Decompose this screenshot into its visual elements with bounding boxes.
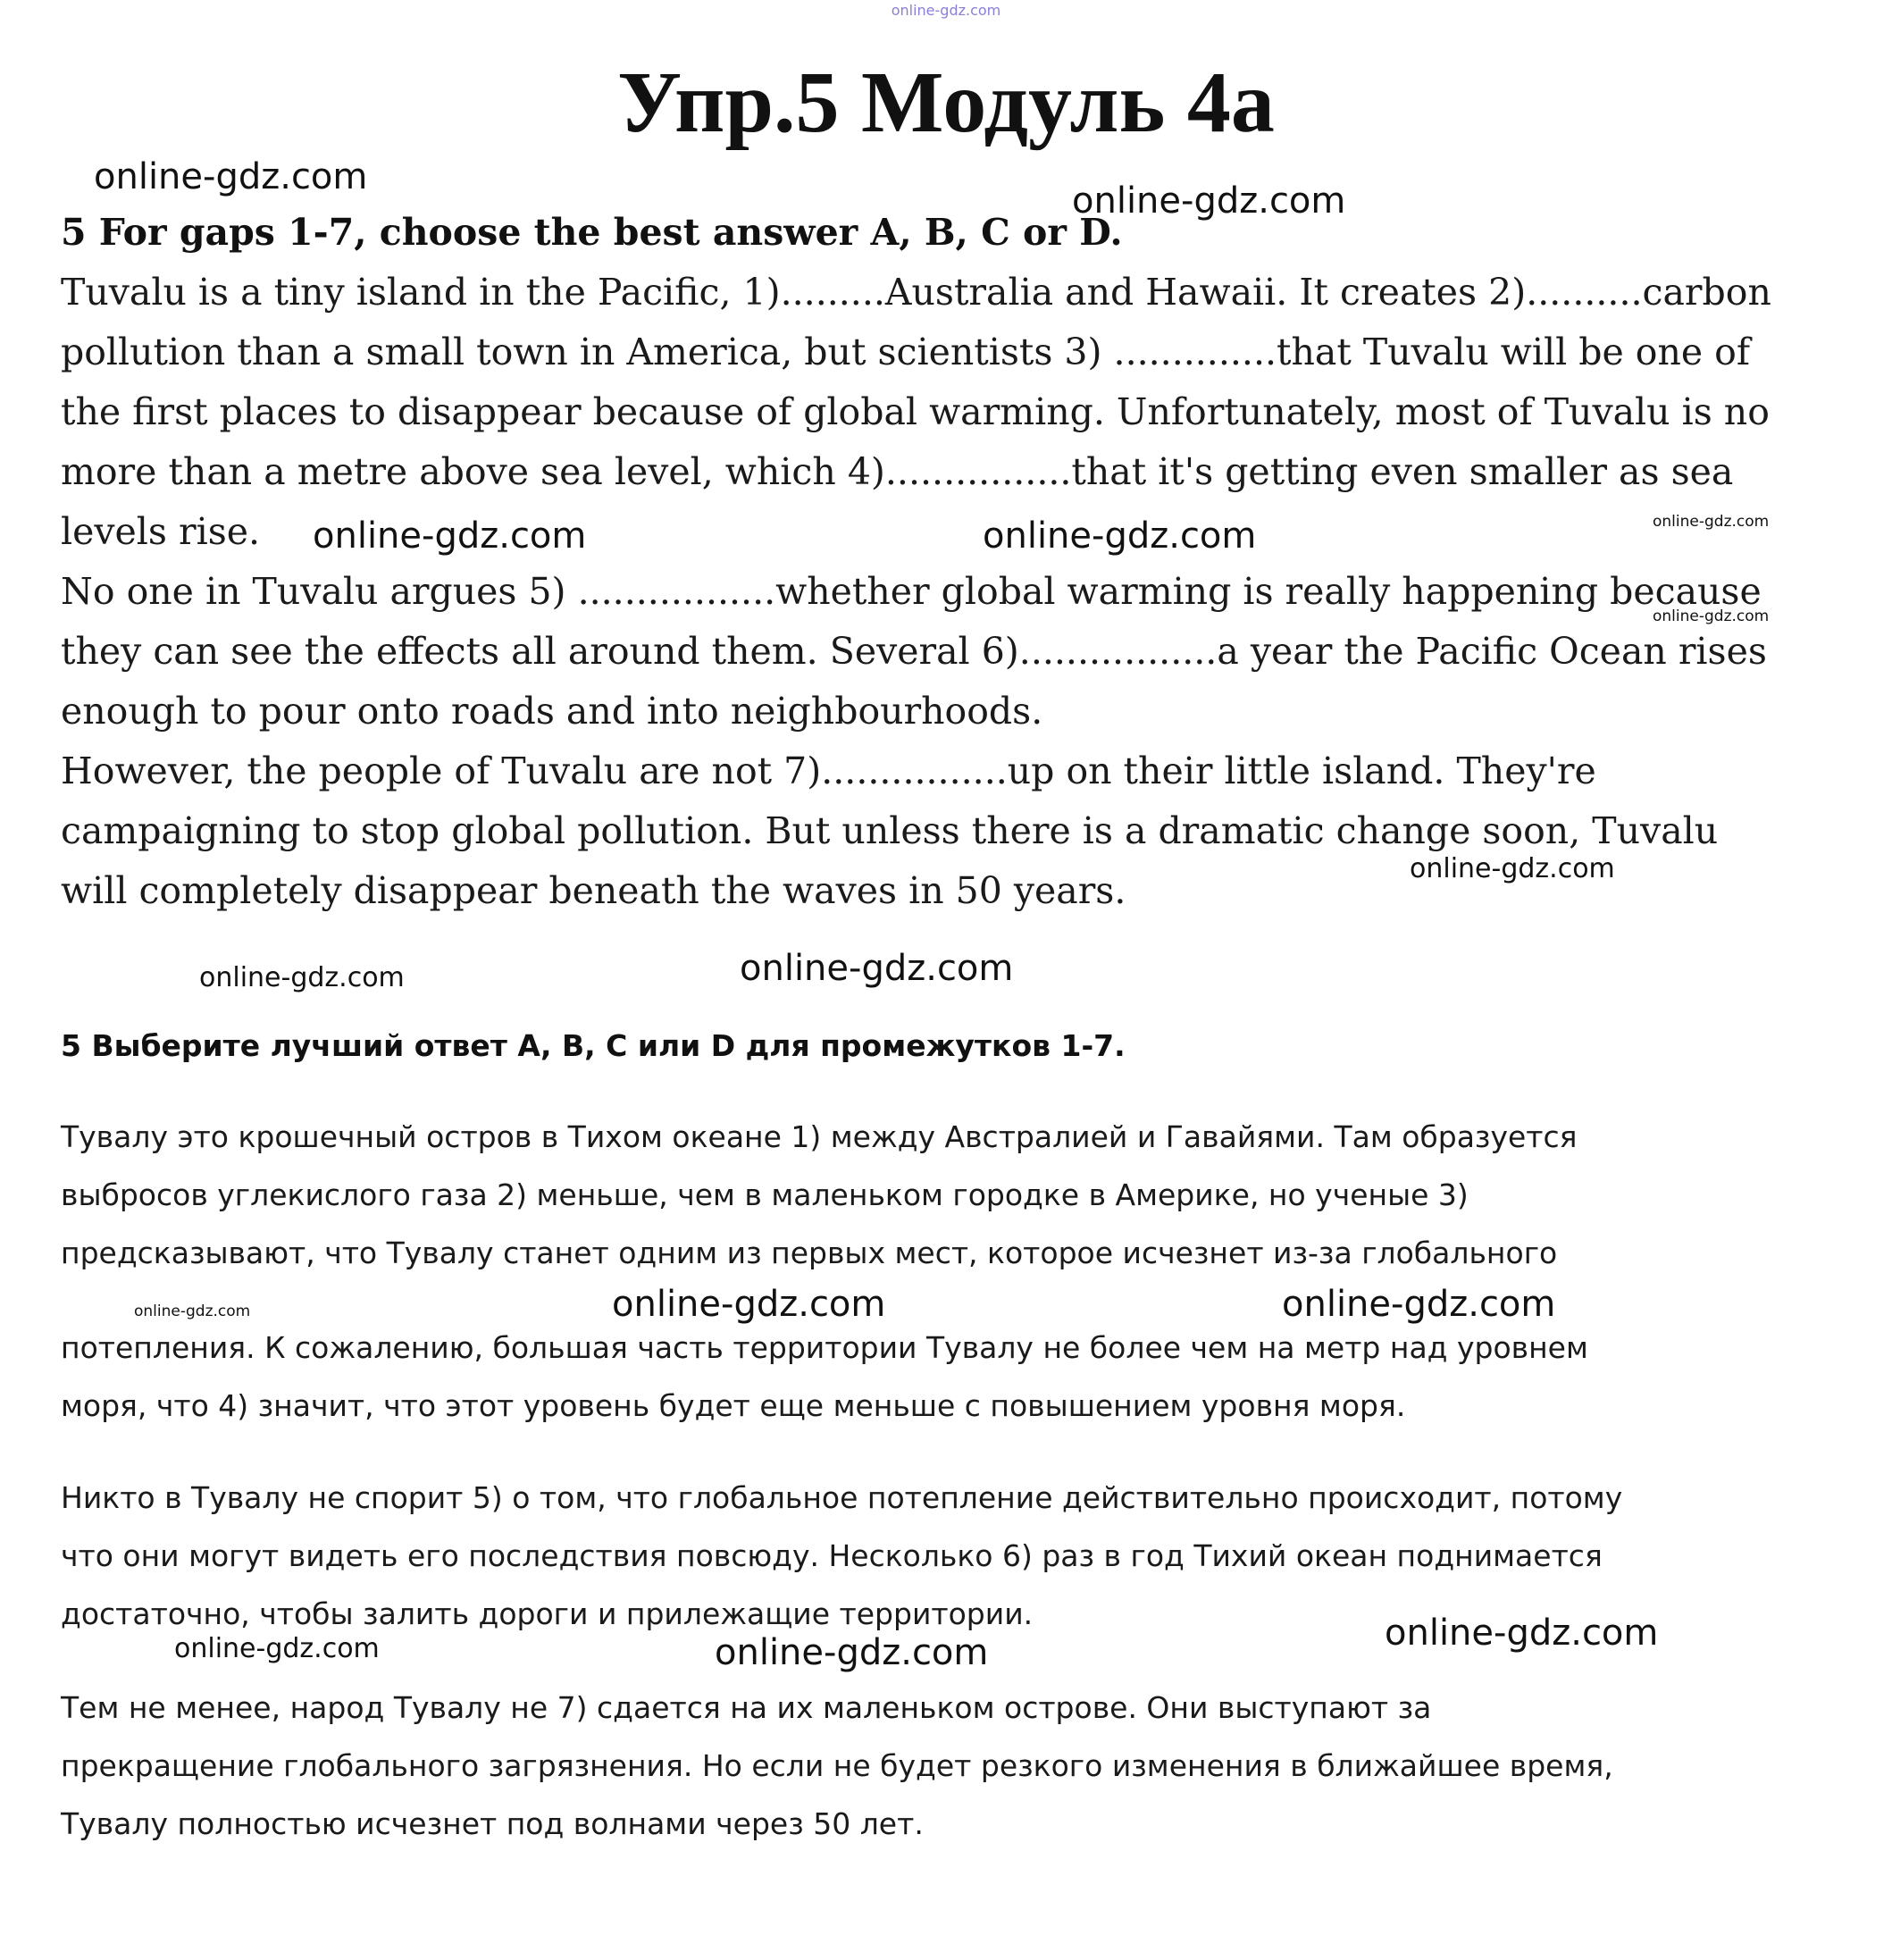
russian-text-line: предсказывают, что Тувалу станет одним из первых мест, которое исчезнет из-за глобального bbox=[61, 1235, 1558, 1270]
english-text-line: they can see the effects all around them. Several 6).................a year the Pacific Ocean rises bbox=[61, 630, 1767, 673]
russian-text-line: моря, что 4) значит, что этот уровень будет еще меньше с повышением уровня моря. bbox=[61, 1388, 1406, 1423]
watermark: online-gdz.com bbox=[715, 1632, 989, 1673]
english-text-line: pollution than a small town in America, but scientists 3) ..............that Tuvalu will be one of bbox=[61, 331, 1751, 373]
english-text-line: levels rise. bbox=[61, 510, 261, 553]
watermark: online-gdz.com bbox=[1385, 1612, 1659, 1654]
english-task-heading: 5 For gaps 1-7, choose the best answer A, B, C or D. bbox=[61, 211, 1123, 254]
watermark: online-gdz.com bbox=[174, 1633, 380, 1664]
watermark: online-gdz.com bbox=[1653, 607, 1770, 625]
russian-task-heading: 5 Выберите лучший ответ А, В, С или D для промежутков 1-7. bbox=[61, 1028, 1126, 1063]
english-text-line: Tuvalu is a tiny island in the Pacific, 1).........Australia and Hawaii. It creates 2)..........carbon bbox=[61, 271, 1771, 314]
russian-text-line: Никто в Тувалу не спорит 5) о том, что глобальное потепление действительно происходит, потому bbox=[61, 1480, 1623, 1515]
watermark: online-gdz.com bbox=[94, 156, 368, 197]
russian-text-line: Тувалу полностью исчезнет под волнами через 50 лет. bbox=[61, 1806, 924, 1841]
watermark: online-gdz.com bbox=[1282, 1284, 1556, 1325]
english-text-line: enough to pour onto roads and into neighbourhoods. bbox=[61, 690, 1043, 733]
russian-text-line: потепления. К сожалению, большая часть территории Тувалу не более чем на метр над уровнем bbox=[61, 1330, 1588, 1365]
russian-text-line: Тувалу это крошечный остров в Тихом океане 1) между Австралией и Гавайями. Там образуется bbox=[61, 1119, 1578, 1154]
watermark: online-gdz.com bbox=[612, 1284, 886, 1325]
english-text-line: the first places to disappear because of global warming. Unfortunately, most of Tuvalu is no bbox=[61, 390, 1770, 433]
russian-text-line: выбросов углекислого газа 2) меньше, чем в маленьком городке в Америке, но ученые 3) bbox=[61, 1177, 1469, 1212]
page-title: Упр.5 Модуль 4а bbox=[617, 54, 1275, 151]
watermark: online-gdz.com bbox=[1653, 513, 1770, 531]
russian-text-line: прекращение глобального загрязнения. Но если не будет резкого изменения в ближайшее время, bbox=[61, 1748, 1613, 1783]
russian-text-line: достаточно, чтобы залить дороги и прилежащие территории. bbox=[61, 1596, 1034, 1631]
english-text-line: No one in Tuvalu argues 5) .................whether global warming is really happening because bbox=[61, 570, 1762, 613]
english-text-line: will completely disappear beneath the waves in 50 years. bbox=[61, 869, 1126, 912]
russian-text-line: что они могут видеть его последствия повсюду. Несколько 6) раз в год Тихий океан поднимается bbox=[61, 1538, 1603, 1573]
russian-text-line: Тем не менее, народ Тувалу не 7) сдается на их маленьком острове. Они выступают за bbox=[61, 1690, 1432, 1725]
watermark: online-gdz.com bbox=[983, 515, 1257, 557]
top-watermark: online-gdz.com bbox=[891, 2, 1001, 19]
watermark: online-gdz.com bbox=[1410, 853, 1615, 884]
watermark: online-gdz.com bbox=[740, 948, 1014, 989]
english-text-line: campaigning to stop global pollution. But unless there is a dramatic change soon, Tuvalu bbox=[61, 809, 1719, 852]
watermark: online-gdz.com bbox=[313, 515, 587, 557]
english-text-line: However, the people of Tuvalu are not 7)................up on their little island. They're bbox=[61, 750, 1596, 792]
english-text-line: more than a metre above sea level, which 4)................that it's getting even smaller as sea bbox=[61, 450, 1734, 493]
watermark: online-gdz.com bbox=[1072, 180, 1346, 222]
watermark: online-gdz.com bbox=[134, 1302, 251, 1320]
watermark: online-gdz.com bbox=[199, 962, 405, 993]
